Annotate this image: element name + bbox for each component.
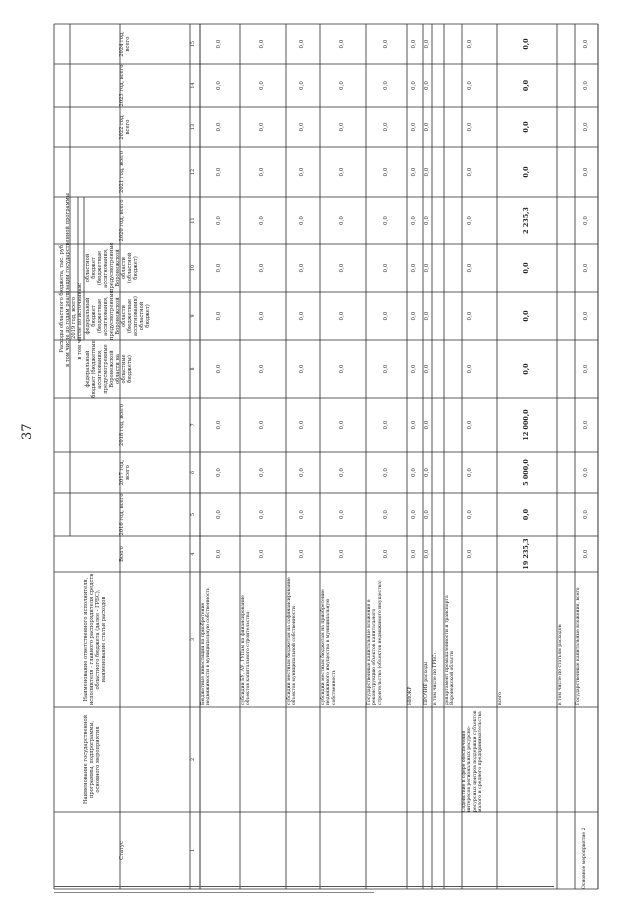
table-row-value-1-13: 0,0 [259, 122, 265, 132]
table-row-label-0: Бюджетные инвестиции на приобретение недвижимости в муниципальную собственность [201, 587, 212, 705]
header-2023: 2023 год, всего [119, 64, 125, 107]
header-executor: Наименование ответственного исполнителя, исполнителя - главного распорядителя средств областного бюджета (далее - ГРБС), наименование статьи расходов [83, 573, 107, 706]
table-row-value-3-9: 0,0 [339, 311, 345, 321]
column-number-10: 10 [191, 264, 196, 272]
activity-row-value-total-6: 5 000,0 [522, 459, 530, 486]
table-row-value-4-13: 0,0 [382, 122, 389, 132]
table-row-value-5-8: 0,0 [411, 364, 417, 374]
table-row-label-1: субсидии БУ, АУ, ГУПам на финансирование объектов капитального строительства [241, 595, 252, 705]
bottom-rule [54, 886, 554, 887]
header-by-source: в том числе по источникам: [77, 282, 83, 360]
table-row-value-2-11: 0,0 [299, 216, 305, 225]
table-row-value-6-10: 0,0 [423, 263, 430, 273]
column-number-1: 1 [191, 848, 196, 853]
activity-row-value-dept-7: 0,0 [466, 420, 473, 430]
activity-row-value-total-14: 0,0 [522, 79, 530, 92]
activity-row-label-total: всего [498, 691, 503, 705]
activity-row-value-total-5: 0,0 [522, 508, 530, 521]
column-number-12: 12 [191, 168, 196, 176]
table-row-value-0-9: 0,0 [216, 311, 222, 321]
table-row-value-4-7: 0,0 [382, 420, 389, 430]
table-row-value-6-14: 0,0 [423, 81, 430, 90]
table-row-value-3-13: 0,0 [339, 122, 345, 132]
activity-row-value-total-8: 0,0 [522, 363, 530, 375]
table-row-label-7: в том числе по ГРБС: [433, 652, 438, 705]
table-row-value-5-12: 0,0 [411, 167, 417, 177]
table-row-value-0-7: 0,0 [216, 420, 222, 430]
table-row-value-0-10: 0,0 [216, 263, 222, 273]
table-row-value-0-12: 0,0 [216, 167, 222, 177]
column-number-15: 15 [191, 40, 196, 48]
column-number-2: 2 [191, 757, 196, 762]
column-number-6: 6 [191, 470, 196, 475]
header-2018: 2018 год, всего [119, 404, 125, 446]
table-row-value-0-15: 0,0 [216, 39, 222, 49]
table-row-value-2-10: 0,0 [299, 263, 305, 273]
header-total: Всего [119, 546, 125, 562]
activity-row-label-cap: Государственные капитальные вложения, всего [576, 587, 581, 705]
bottom-rule-short [54, 892, 374, 893]
column-number-8: 8 [191, 367, 196, 371]
table-row-value-3-6: 0,0 [339, 468, 345, 477]
table-row-value-2-4: 0,0 [299, 549, 305, 559]
header-2021: 2021 год, всего [119, 151, 125, 193]
column-number-7: 7 [191, 423, 196, 427]
table-row-value-1-11: 0,0 [259, 216, 265, 225]
activity-row-value-cap-14: 0,0 [582, 81, 589, 90]
activity-row-value-cap-10: 0,0 [582, 263, 589, 273]
table-row-value-5-9: 0,0 [411, 311, 417, 321]
table-row-label-5: НИОКР [408, 686, 413, 705]
table-row-label-6: ПРОЧИЕ расходы [424, 661, 429, 705]
activity-row-value-dept-6: 0,0 [466, 468, 473, 477]
activity-row-value-cap-5: 0,0 [582, 510, 589, 519]
header-2020: 2020 год, всего [119, 199, 125, 242]
header-fed-budget-b: федеральный бюджет (бюджетные ассигнования, предусмотренные Воронежской области (бюджетные ассигнования) областной бюджет) [85, 290, 151, 340]
table-row-value-4-8: 0,0 [382, 364, 389, 374]
table-row-value-1-10: 0,0 [259, 263, 265, 273]
activity-row-value-cap-13: 0,0 [582, 122, 589, 132]
table-row-value-1-8: 0,0 [259, 364, 265, 374]
activity-status: Основное мероприятие 2 [582, 827, 587, 889]
activity-row-value-total-10: 0,0 [522, 262, 530, 274]
table-row-value-2-14: 0,0 [299, 81, 305, 90]
table-row-value-4-9: 0,0 [382, 311, 389, 321]
header-2017: 2017 год, всего [119, 459, 131, 486]
table-row-value-6-9: 0,0 [423, 311, 430, 321]
table-row-value-2-9: 0,0 [299, 311, 305, 321]
table-row-value-6-4: 0,0 [423, 549, 430, 559]
table-row-value-4-4: 0,0 [382, 549, 389, 559]
table-row-value-2-12: 0,0 [299, 167, 305, 177]
header-status: Статус [119, 841, 125, 860]
table-row-value-1-7: 0,0 [259, 420, 265, 430]
table-row-value-4-11: 0,0 [382, 216, 389, 225]
table-row-value-0-6: 0,0 [216, 468, 222, 477]
activity-row-label-dept: департамент промышленности и транспорта Воронежской области [445, 595, 456, 705]
table-row-value-1-9: 0,0 [259, 311, 265, 321]
column-number-11: 11 [191, 217, 196, 224]
column-number-5: 5 [191, 512, 196, 517]
table-row-value-5-6: 0,0 [411, 468, 417, 477]
table-row-value-3-11: 0,0 [339, 216, 345, 225]
activity-row-value-dept-5: 0,0 [466, 510, 473, 519]
activity-row-value-total-12: 0,0 [522, 166, 530, 178]
activity-row-value-dept-14: 0,0 [466, 81, 473, 90]
header-2016: 2016 год, всего [119, 493, 125, 536]
activity-row-value-cap-7: 0,0 [582, 420, 589, 430]
table-row-value-0-11: 0,0 [216, 216, 222, 225]
activity-row-value-total-11: 2 235,3 [522, 207, 530, 234]
header-2019: 2019 год, всего [71, 297, 77, 339]
table-row-value-4-15: 0,0 [382, 39, 389, 49]
table-row-value-3-4: 0,0 [339, 549, 345, 559]
table-row-value-1-6: 0,0 [259, 468, 265, 477]
activity-row-value-dept-9: 0,0 [466, 311, 473, 321]
table-row-value-4-12: 0,0 [382, 167, 389, 177]
table-row-value-1-14: 0,0 [259, 81, 265, 90]
page-number: 37 [20, 423, 35, 440]
table-row-value-1-5: 0,0 [259, 510, 265, 519]
table-row-value-6-8: 0,0 [423, 364, 430, 374]
activity-name: Содействие в сфере обеспечения интересов региональных ресурсно-ресурсных центров поддержки субъектов малого и среднего предпринимательства [462, 710, 483, 812]
header-fed-budget-a: федеральный бюджет (бюджетные ассигнования, предусмотренные Воронежской области на областные бюджеты) [85, 340, 133, 398]
table-row-value-6-13: 0,0 [423, 122, 430, 132]
table-row-value-2-13: 0,0 [299, 122, 305, 132]
table-row-value-6-7: 0,0 [423, 420, 430, 430]
table-row-value-5-11: 0,0 [411, 216, 417, 225]
table-row-value-4-5: 0,0 [382, 510, 389, 519]
header-regional-budget: областной бюджет (бюджетные ассигнования, предусмотренные Воронежской области (областной бюджет) [85, 242, 139, 292]
table-row-value-5-7: 0,0 [411, 420, 417, 430]
activity-row-value-dept-13: 0,0 [466, 122, 473, 132]
column-number-9: 9 [191, 314, 196, 318]
table-row-value-3-5: 0,0 [339, 510, 345, 519]
activity-row-value-cap-15: 0,0 [582, 39, 589, 49]
table-row-value-6-5: 0,0 [423, 510, 430, 519]
activity-row-value-total-9: 0,0 [522, 310, 530, 322]
activity-row-label-incl: в том числе по статьям расходов: [558, 623, 563, 705]
table-row-value-4-10: 0,0 [382, 263, 389, 273]
activity-row-value-dept-10: 0,0 [466, 263, 473, 273]
activity-row-value-dept-8: 0,0 [466, 364, 473, 374]
table-row-value-5-4: 0,0 [411, 549, 417, 559]
activity-row-value-total-15: 0,0 [522, 38, 530, 50]
activity-row-value-total-7: 12 000,0 [522, 409, 530, 441]
table-row-value-0-13: 0,0 [216, 122, 222, 132]
activity-row-value-dept-4: 0,0 [466, 549, 473, 559]
table-row-value-6-11: 0,0 [423, 216, 430, 225]
table-row-value-1-4: 0,0 [259, 549, 265, 559]
table-row-value-2-5: 0,0 [299, 510, 305, 519]
table-row-value-2-8: 0,0 [299, 364, 305, 374]
activity-row-value-dept-15: 0,0 [466, 39, 473, 49]
activity-row-value-cap-8: 0,0 [582, 364, 589, 374]
table-row-value-4-14: 0,0 [382, 81, 389, 90]
table-row-value-6-15: 0,0 [423, 39, 430, 49]
header-by-year: в том числе по годам реализации государственной программы [65, 193, 71, 367]
table-row-value-6-12: 0,0 [423, 167, 430, 177]
activity-row-value-cap-6: 0,0 [582, 468, 589, 477]
table-row-value-5-13: 0,0 [411, 122, 417, 132]
table-row-value-5-10: 0,0 [411, 263, 417, 273]
table-row-value-3-7: 0,0 [339, 420, 345, 430]
header-expenses: Расходы областного бюджета, тыс. руб. [59, 243, 65, 353]
table-row-label-4: Государственные капитальные вложения в реконструкцию объектов капитального строительства (объектов недвижимого имущества) [367, 580, 383, 705]
table-row-value-3-15: 0,0 [339, 39, 345, 49]
header-2024: 2024 год, всего [119, 31, 131, 57]
table-row-value-3-12: 0,0 [339, 167, 345, 177]
table-row-value-3-14: 0,0 [339, 81, 345, 90]
table-row-label-3: субсидии местным бюджетам на приобретение недвижимого имущества в муниципальную собственность [321, 589, 337, 705]
table-row-value-1-12: 0,0 [259, 167, 265, 177]
table-row-value-2-7: 0,0 [299, 420, 305, 430]
table-row-value-2-15: 0,0 [299, 39, 305, 49]
header-program-name: Наименование государственной программы, подпрограммы, основного мероприятия [83, 714, 101, 805]
table-row-value-6-6: 0,0 [423, 468, 430, 477]
activity-row-value-dept-12: 0,0 [466, 167, 473, 177]
activity-row-value-total-13: 0,0 [522, 121, 530, 133]
column-number-4: 4 [191, 552, 196, 556]
table-row-value-0-8: 0,0 [216, 364, 222, 374]
table-row-value-5-5: 0,0 [411, 510, 417, 519]
table-row-value-1-15: 0,0 [259, 39, 265, 49]
table-row-value-0-5: 0,0 [216, 510, 222, 519]
table-row-value-0-14: 0,0 [216, 81, 222, 90]
activity-row-value-total-4: 19 235,3 [522, 538, 530, 570]
activity-row-value-cap-9: 0,0 [582, 311, 589, 321]
table-row-value-3-8: 0,0 [339, 364, 345, 374]
table-row-value-0-4: 0,0 [216, 549, 222, 559]
table-row-value-2-6: 0,0 [299, 468, 305, 477]
activity-row-value-cap-12: 0,0 [582, 167, 589, 177]
table-row-value-3-10: 0,0 [339, 263, 345, 273]
column-number-3: 3 [191, 637, 196, 642]
activity-row-value-cap-4: 0,0 [582, 549, 589, 559]
table-row-value-5-15: 0,0 [411, 39, 417, 49]
activity-row-value-cap-11: 0,0 [582, 216, 589, 225]
column-number-13: 13 [191, 123, 196, 131]
header-2022: 2022 год, всего [119, 114, 131, 140]
table-row-value-5-14: 0,0 [411, 81, 417, 90]
column-number-14: 14 [191, 82, 196, 89]
table-row-value-4-6: 0,0 [382, 468, 389, 477]
table-row-label-2: субсидии местным бюджетам на софинансирование объектов муниципальной собственности [287, 577, 298, 705]
activity-row-value-dept-11: 0,0 [466, 216, 473, 225]
